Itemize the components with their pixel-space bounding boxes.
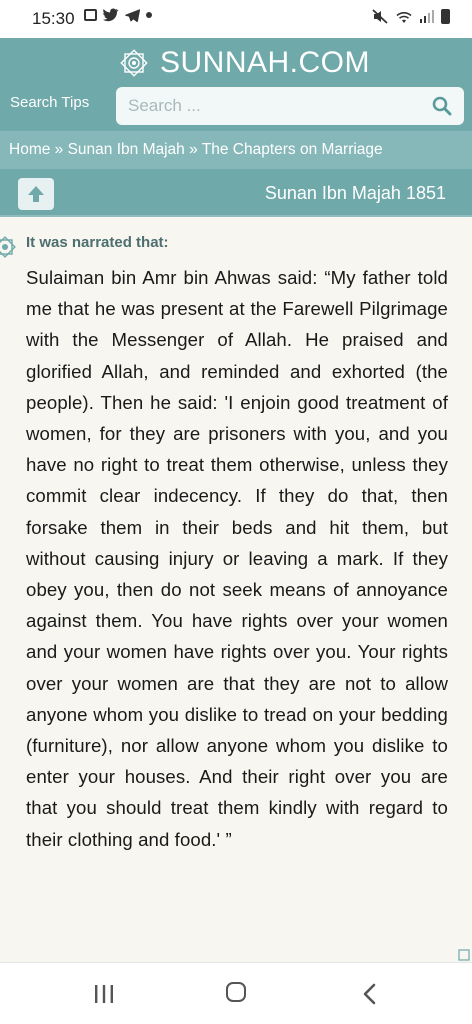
mute-icon bbox=[372, 9, 388, 24]
back-icon[interactable] bbox=[362, 983, 376, 1005]
search-input[interactable] bbox=[128, 95, 418, 117]
hadith-reference-title: Sunan Ibn Majah 1851 bbox=[264, 183, 446, 203]
breadcrumb-chapter[interactable]: The Chapters on Marriage bbox=[201, 141, 383, 158]
narrator-chain: It was narrated that: bbox=[26, 234, 169, 251]
ornament-icon bbox=[456, 948, 472, 962]
ornament-icon bbox=[0, 232, 20, 262]
breadcrumb-home[interactable]: Home bbox=[9, 141, 51, 158]
battery-icon bbox=[441, 9, 450, 24]
site-name: SUNNAH.COM bbox=[160, 46, 371, 79]
breadcrumb-separator: » bbox=[184, 141, 202, 158]
recent-apps-icon[interactable] bbox=[94, 985, 114, 1003]
scroll-up-button[interactable] bbox=[18, 178, 54, 210]
search-box bbox=[116, 87, 464, 125]
status-bar bbox=[0, 0, 472, 38]
more-notifications-icon bbox=[146, 12, 152, 18]
twitter-icon bbox=[103, 8, 119, 22]
hadith-title-bar bbox=[0, 169, 472, 217]
hadith-english-text: Sulaiman bin Amr bin Ahwas said: “My father told me that he was present at the Farewell Pilgrimage with the Messenger of Allah. He praised and glorified Allah, and reminded and exhorted (the people). Then he said: 'I enjoin good treatment of women, for they are prisoners with you, and you have no right to treat them otherwise, unless they commit clear indecency. If they do that, then forsake them in their beds and hit them, but without causing injury or leaving a mark. If they obey you, then do not seek means of annoyance against them. You have rights over your women and your women have rights over you. Your rights over your women are that they are not to allow anyone whom you dislike to tread on your bedding (furniture), nor allow anyone whom you dislike to enter your houses. And their right over you are that you should treat them kindly with regard to their clothing and food.' ” bbox=[26, 267, 448, 850]
wifi-icon bbox=[395, 10, 413, 24]
search-tips-link[interactable]: Search Tips bbox=[10, 94, 90, 111]
home-icon[interactable] bbox=[226, 982, 246, 1002]
breadcrumb-separator: » bbox=[50, 141, 68, 158]
notification-icons bbox=[84, 8, 152, 22]
system-navigation-bar bbox=[0, 962, 472, 1024]
site-logo[interactable] bbox=[118, 46, 370, 80]
arrow-up-icon bbox=[26, 184, 46, 204]
breadcrumb bbox=[0, 131, 472, 169]
telegram-icon bbox=[125, 9, 140, 22]
site-header bbox=[0, 38, 472, 131]
status-time: 15:30 bbox=[32, 9, 75, 28]
gallery-icon bbox=[84, 9, 97, 21]
signal-icon bbox=[420, 10, 434, 23]
sunnah-logo-icon bbox=[118, 47, 150, 79]
search-icon[interactable] bbox=[432, 96, 452, 116]
system-icons bbox=[372, 9, 450, 24]
breadcrumb-collection[interactable]: Sunan Ibn Majah bbox=[67, 141, 185, 158]
